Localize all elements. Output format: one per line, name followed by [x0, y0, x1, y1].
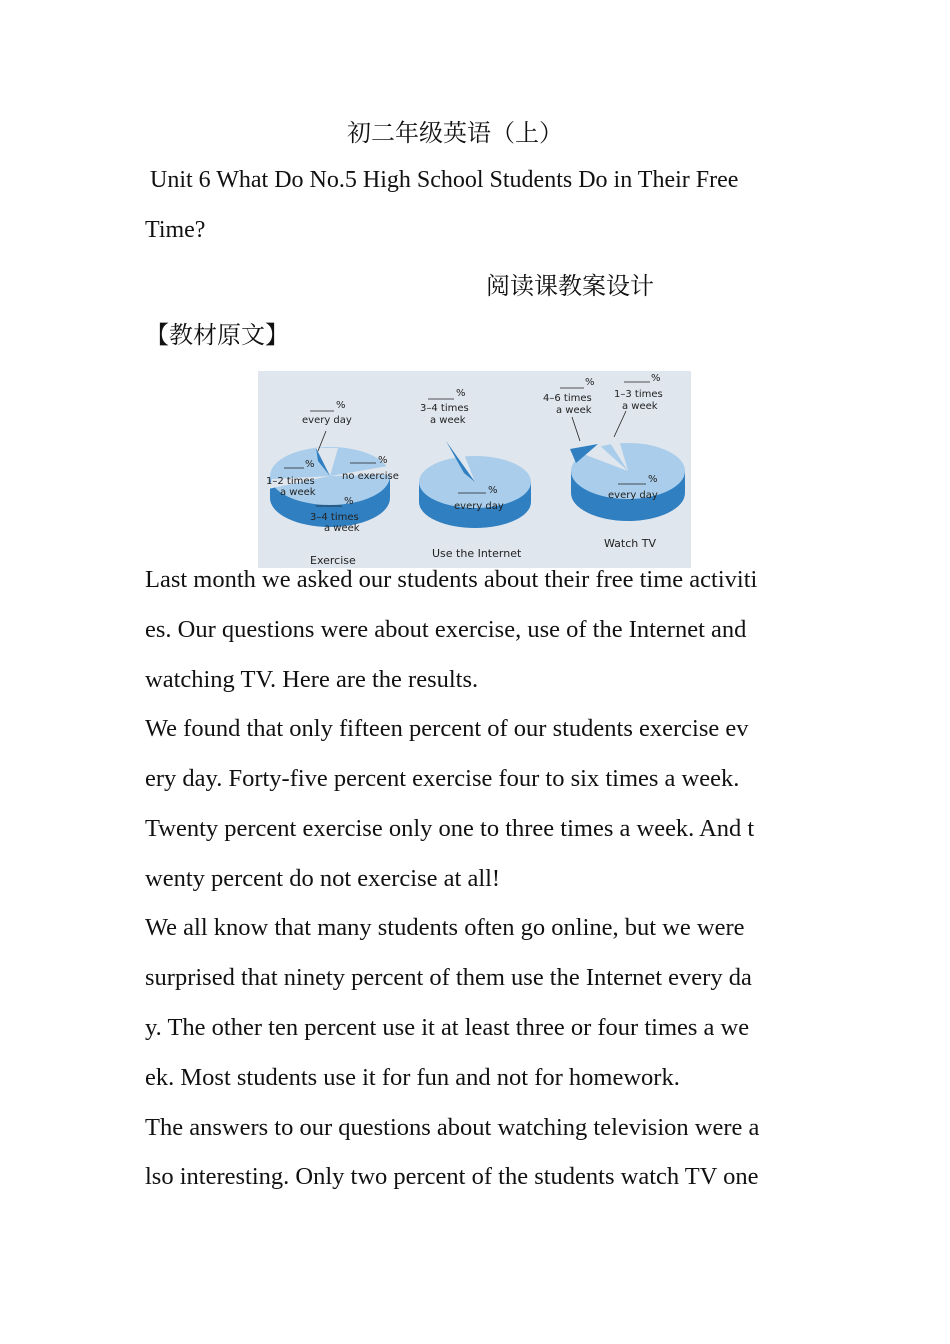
body-line-7: wenty percent do not exercise at all! [145, 865, 501, 892]
body-line-5: ery day. Forty-five percent exercise four to six times a week. [145, 765, 740, 792]
exercise-everyday-pct: % [336, 400, 346, 411]
body-line-8: We all know that many students often go online, but we were [145, 914, 745, 941]
body-line-3: watching TV. Here are the results. [145, 666, 479, 693]
page-title: 初二年级英语（上） [347, 119, 563, 147]
tv-pie [570, 443, 685, 521]
internet-34-week: a week [430, 415, 466, 426]
exercise-34-label: 3–4 times [310, 512, 359, 523]
exercise-34-week: a week [324, 523, 360, 534]
internet-chart-title: Use the Internet [432, 547, 522, 560]
exercise-noexercise-label: no exercise [342, 471, 399, 482]
tv-46-label: 4–6 times [543, 393, 592, 404]
internet-everyday-pct: % [488, 485, 498, 496]
internet-pie [419, 439, 531, 528]
exercise-12-pct: % [305, 459, 315, 470]
exercise-12-week: a week [280, 487, 316, 498]
body-line-1: Last month we asked our students about their free time activiti [145, 566, 758, 593]
tv-13-label: 1–3 times [614, 389, 663, 400]
body-line-11: ek. Most students use it for fun and not for homework. [145, 1064, 680, 1091]
exercise-34-pct: % [344, 496, 354, 507]
internet-everyday-label: every day [454, 501, 504, 512]
lesson-subtitle: 阅读课教案设计 [486, 272, 654, 300]
body-line-4: We found that only fifteen percent of our students exercise ev [145, 715, 749, 742]
body-line-9: surprised that ninety percent of them use the Internet every da [145, 964, 752, 991]
exercise-noexercise-pct: % [378, 455, 388, 466]
body-line-10: y. The other ten percent use it at least three or four times a we [145, 1014, 750, 1041]
body-line-12: The answers to our questions about watching television were a [145, 1114, 760, 1141]
tv-46-week: a week [556, 405, 592, 416]
section-label: 【教材原文】 [145, 321, 289, 349]
internet-34-pct: % [456, 388, 466, 399]
exercise-everyday-label: every day [302, 415, 352, 426]
tv-chart-title: Watch TV [604, 537, 656, 550]
tv-13-week: a week [622, 401, 658, 412]
tv-13-pct: % [651, 373, 661, 384]
internet-34-label: 3–4 times [420, 403, 469, 414]
tv-everyday-pct: % [648, 474, 658, 485]
exercise-12-label: 1–2 times [266, 476, 315, 487]
unit-title-line-2: Time? [145, 217, 206, 243]
tv-46-pct: % [585, 377, 595, 388]
pie-charts-figure [258, 371, 691, 568]
body-line-2: es. Our questions were about exercise, use of the Internet and [145, 616, 747, 643]
body-line-13: lso interesting. Only two percent of the students watch TV one [145, 1163, 759, 1190]
unit-title-line-1: Unit 6 What Do No.5 High School Students Do in Their Free [150, 167, 739, 193]
exercise-chart-title: Exercise [310, 554, 356, 567]
body-line-6: Twenty percent exercise only one to three times a week. And t [145, 815, 755, 842]
tv-everyday-label: every day [608, 490, 658, 501]
